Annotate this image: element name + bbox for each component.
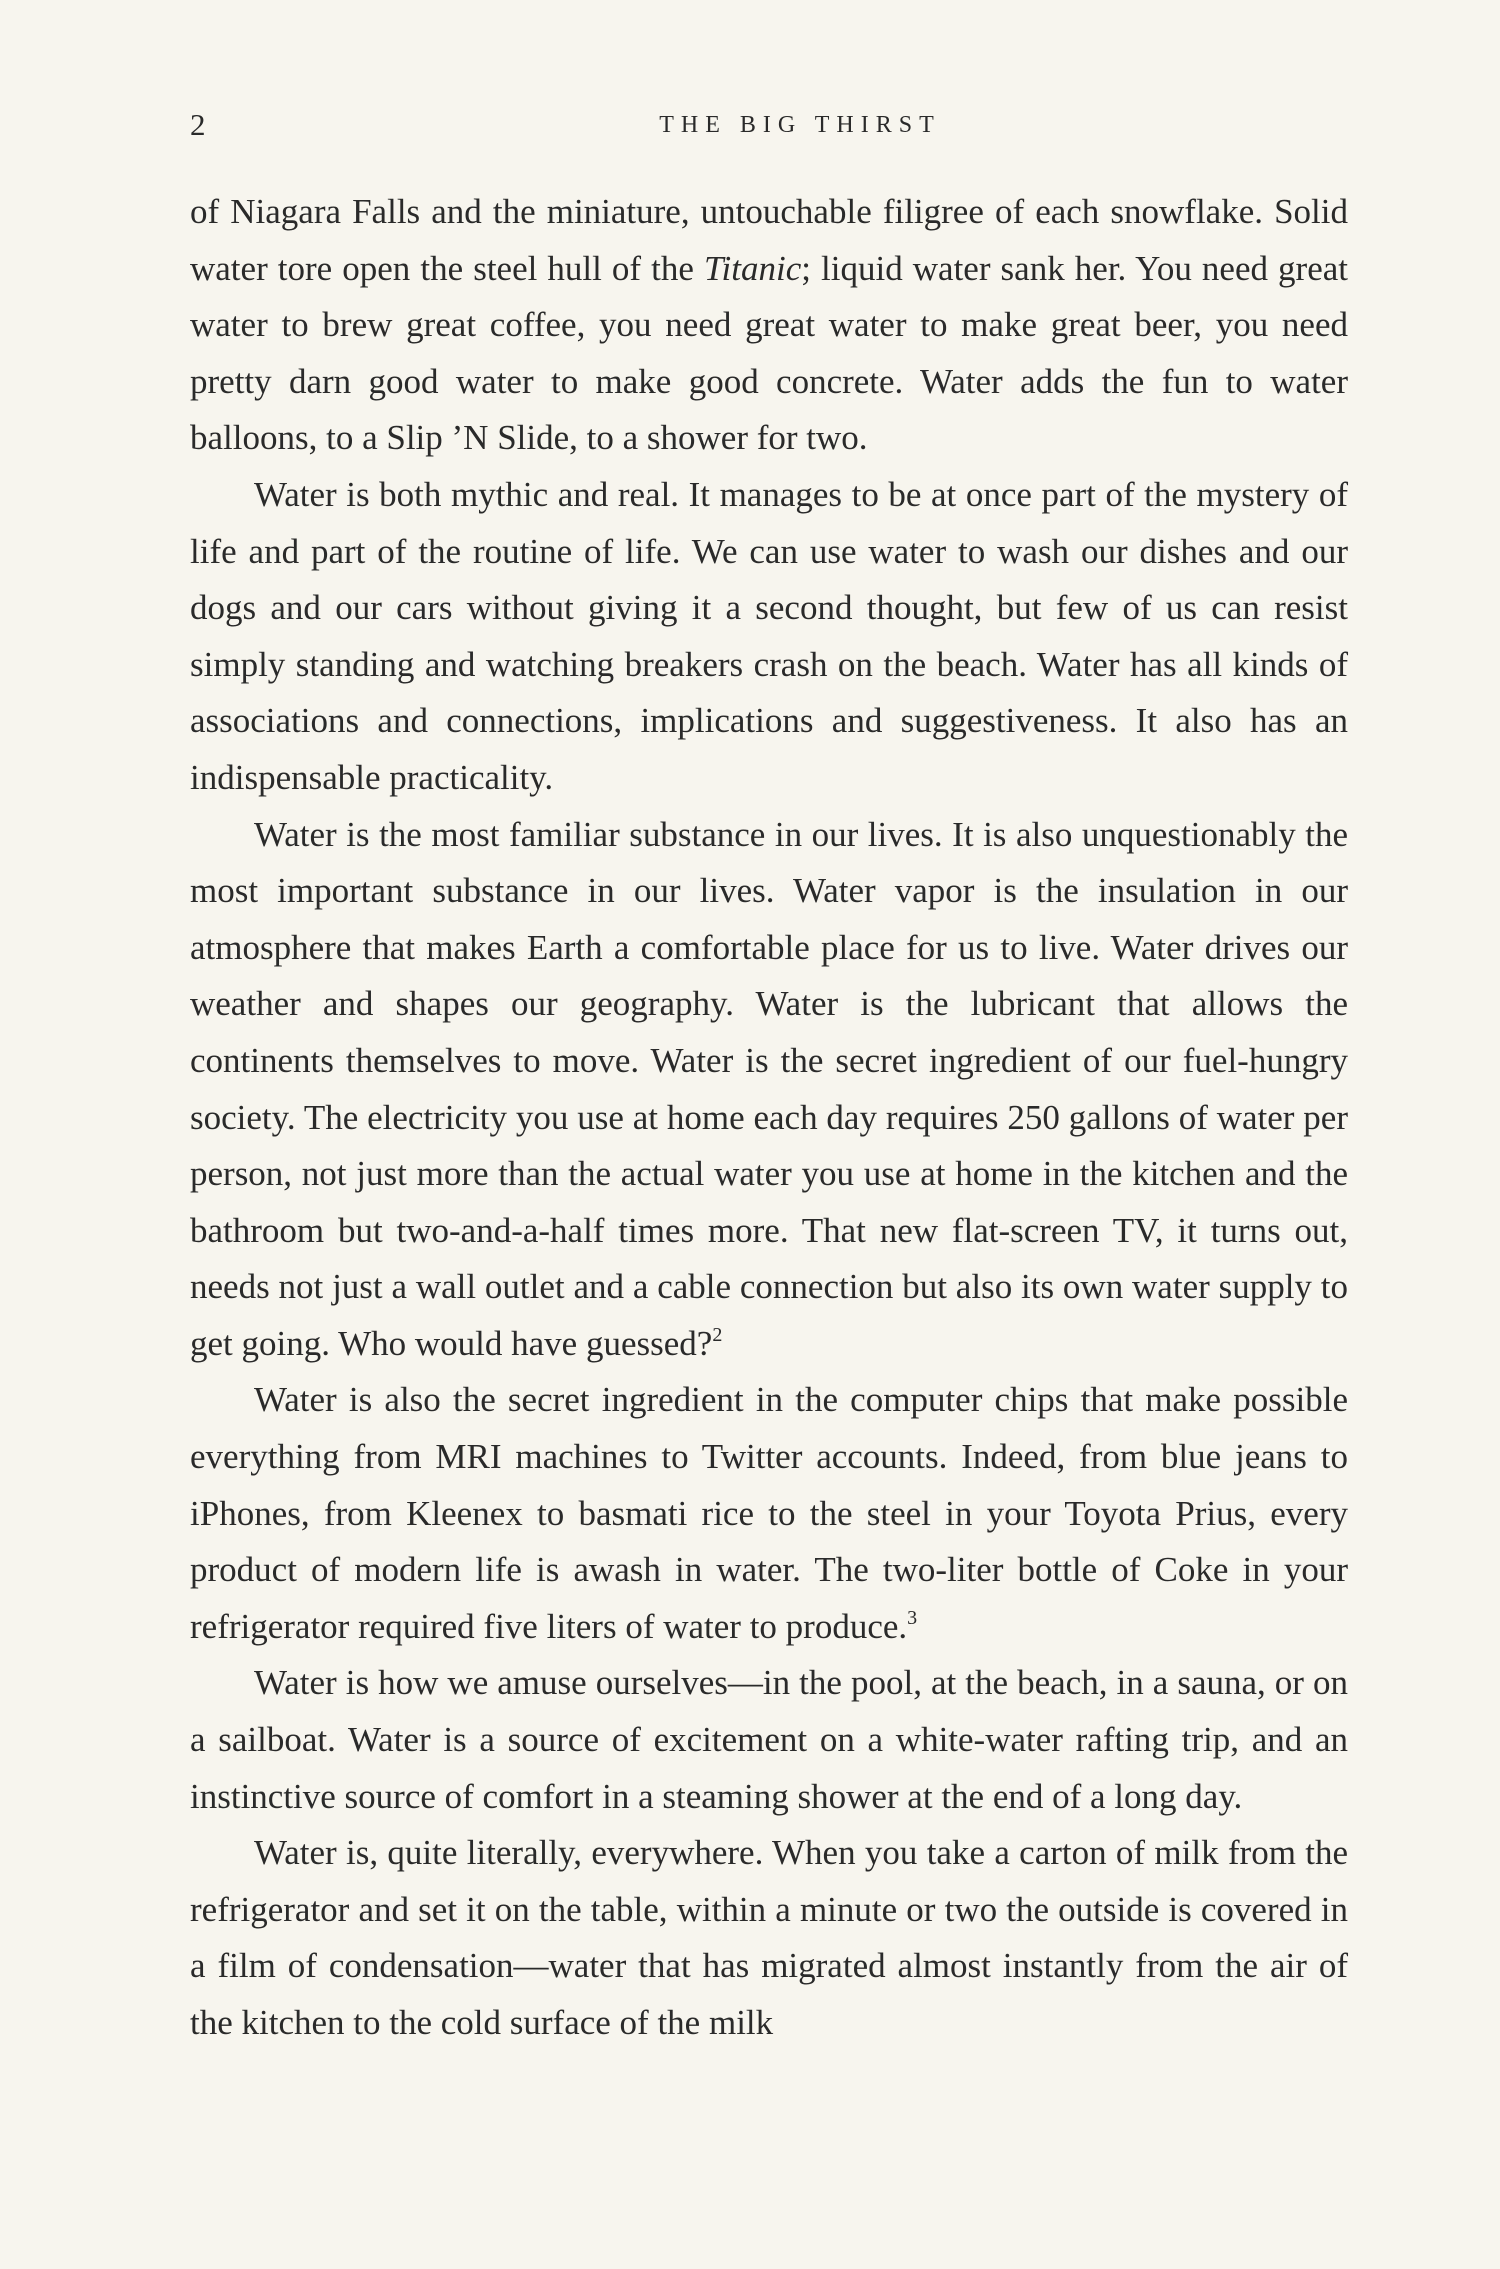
- page-number: 2: [190, 107, 206, 142]
- paragraph-text: Water is, quite literally, everywhere. When you take a carton of milk from the refrigerator and set it on the table, within a minute or two the outside is covered in a film of condensation—water that has migrated almost instantly from the air of the kitchen to the cold surface of the milk: [190, 1833, 1348, 2042]
- text-segment: ; liquid water sank her. You need great water to brew great coffee, you need great water to make great beer, you need pretty darn good water to make good concrete. Water adds the fun to water balloons, to a Slip ’N Slide, to a shower for two.: [190, 248, 1348, 458]
- paragraph: [190, 184, 1348, 467]
- footnote-marker: 2: [712, 1323, 723, 1346]
- paragraph: [190, 1655, 1348, 1825]
- text-segment: of Niagara Falls and the miniature, untouchable filigree of each snowflake. Solid water tore open the steel hull of the: [190, 192, 1348, 288]
- paragraph: [190, 467, 1348, 807]
- paragraph-text: Water is also the secret ingredient in the computer chips that make possible everything from MRI machines to Twitter accounts. Indeed, from blue jeans to iPhones, from Kleenex to basmati rice to the steel in your Toyota Prius, every product of modern life is awash in water. The two-liter bottle of Coke in your refrigerator required five liters of water to produce.: [190, 1380, 1348, 1646]
- paragraph: [190, 1825, 1348, 2051]
- paragraph-text: Water is both mythic and real. It manages to be at once part of the mystery of life and part of the routine of life. We can use water to wash our dishes and our dogs and our cars without giving it a second thought, but few of us can resist simply standing and watching breakers crash on the beach. Water has all kinds of associations and connections, implications and suggestiveness. It also has an indispensable practicality.: [190, 474, 1348, 797]
- book-title: THE BIG THIRST: [659, 112, 941, 138]
- running-head: [190, 100, 1350, 150]
- paragraph-text: Water is how we amuse ourselves—in the pool, at the beach, in a sauna, or on a sailboat. Water is a source of excitement on a white-water rafting trip, and an instinctive source of comfort in a steaming shower at the end of a long day.: [190, 1663, 1348, 1816]
- body-text: [190, 184, 1348, 2052]
- footnote-marker: 3: [907, 1606, 918, 1629]
- paragraph: [190, 807, 1348, 1373]
- paragraph-text: Water is the most familiar substance in our lives. It is also unquestionably the most important substance in our lives. Water vapor is the insulation in our atmosphere that makes Earth a comfortable place for us to live. Water drives our weather and shapes our geography. Water is the lubricant that allows the continents themselves to move. Water is the secret ingredient of our fuel-hungry society. The electricity you use at home each day requires 250 gallons of water per person, not just more than the actual water you use at home in the kitchen and the bathroom but two-and-a-half times more. That new flat-screen TV, it turns out, needs not just a wall outlet and a cable connection but also its own water supply to get going. Who would have guessed?: [190, 814, 1348, 1363]
- italic-title: Titanic: [703, 248, 802, 288]
- paragraph: [190, 1372, 1348, 1655]
